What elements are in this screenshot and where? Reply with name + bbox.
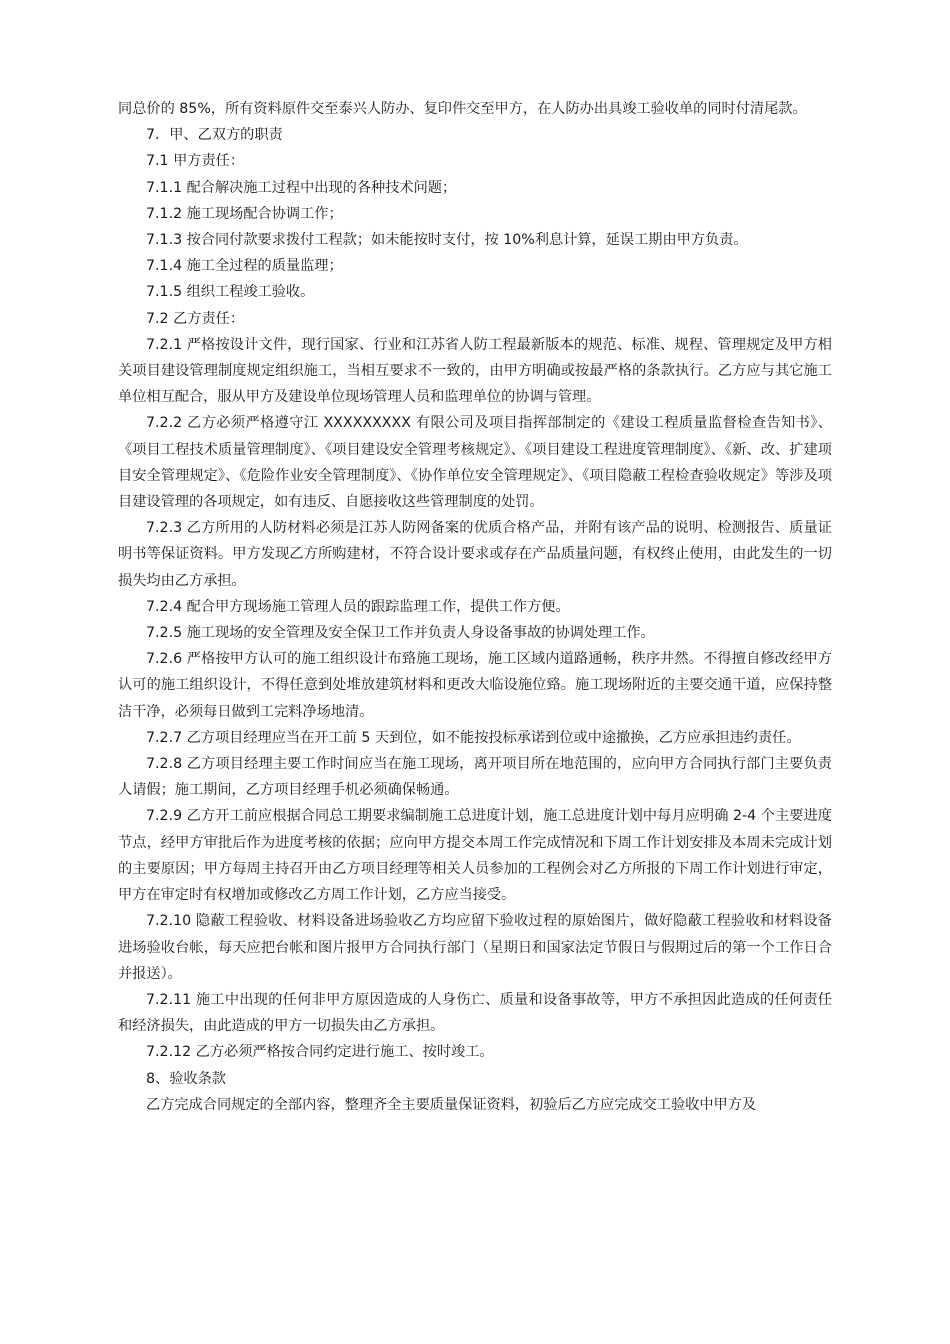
clause-7-2-5: 7.2.5 施工现场的安全管理及安全保卫工作并负责人身设备事故的协调处理工作。	[146, 625, 655, 642]
clause-7-1-5: 7.1.5 组织工程竣工验收。	[146, 284, 315, 301]
clause-7-2-1: 7.2.1 严格按设计文件，现行国家、行业和江苏省人防工程最新版本的规范、标准、规程、管理规定及甲方相关项目建设管理制度规定组织施工，当相互要求不一致的，由甲方明确或按最严格的条款执行。乙方应与其它施工单位相互配合，服从甲方及建设单位现场管理人员和监理单位的协调与管理。	[118, 336, 832, 406]
heading-section-7: 7．甲、乙双方的职责	[146, 127, 283, 144]
clause-7-2-6: 7.2.6 严格按甲方认可的施工组织设计布臵施工现场，施工区域内道路通畅，秩序井然。不得擅自修改经甲方认可的施工组织设计，不得任意到处堆放建筑材料和更改大临设施位臵。施工现场附近的主要交通干道，应保持整洁干净，必须每日做到工完料净场地清。	[118, 651, 832, 720]
clause-7-2-2: 7.2.2 乙方必须严格遵守江 XXXXXXXXX 有限公司及项目指挥部制定的《建设工程质量监督检查告知书》、《项目工程技术质量管理制度》、《项目建设安全管理考核规定》、《项目建设工程进度管理制度》、《新、改、扩建项目安全管理规定》、《危险作业安全管理制度》、《协作单位安全管理规定》、《项目隐蔽工程检查验收规定》等涉及项目建设管理的各项规定，如有违反、自愿接收这些管理制度的处罚。	[118, 415, 832, 511]
clause-7-2-3: 7.2.3 乙方所用的人防材料必须是江苏人防网备案的优质合格产品，并附有该产品的说明、检测报告、质量证明书等保证资料。甲方发现乙方所购建材，不符合设计要求或存在产品质量问题，有权终止使用，由此发生的一切损失均由乙方承担。	[118, 520, 832, 589]
clause-7-2-10: 7.2.10 隐蔽工程验收、材料设备进场验收乙方均应留下验收过程的原始图片，做好隐蔽工程验收和材料设备进场验收台帐，每天应把台帐和图片报甲方合同执行部门（星期日和国家法定节假日与假期过后的第一个工作日合并报送）。	[118, 913, 832, 982]
clause-7-1-1: 7.1.1 配合解决施工过程中出现的各种技术问题；	[146, 179, 457, 196]
clause-7-2-4: 7.2.4 配合甲方现场施工管理人员的跟踪监理工作，提供工作方便。	[146, 598, 570, 615]
heading-7-1: 7.1 甲方责任：	[146, 153, 245, 170]
paragraph-acceptance: 乙方完成合同规定的全部内容，整理齐全主要质量保证资料，初验后乙方应完成交工验收中甲方及	[146, 1096, 757, 1113]
heading-section-8: 8、验收条款	[146, 1070, 226, 1087]
paragraph-payment-final: 同总价的 85%，所有资料原件交至泰兴人防办、复印件交至甲方，在人防办出具竣工验收单的同时付清尾款。	[118, 101, 807, 117]
clause-7-2-8: 7.2.8 乙方项目经理主要工作时间应当在施工现场，离开项目所在地范围的，应向甲方合同执行部门主要负责人请假；施工期间，乙方项目经理手机必须确保畅通。	[118, 756, 832, 799]
clause-7-2-12: 7.2.12 乙方必须严格按合同约定进行施工、按时竣工。	[146, 1044, 494, 1061]
clause-7-1-2: 7.1.2 施工现场配合协调工作；	[146, 205, 343, 222]
clause-7-2-9: 7.2.9 乙方开工前应根据合同总工期要求编制施工总进度计划，施工总进度计划中每月应明确 2-4 个主要进度节点，经甲方审批后作为进度考核的依据；应向甲方提交本周工作完成情况和下周工作计划安排及本周未完成计划的主要原因；甲方每周主持召开由乙方项目经理等相关人员参加的工程例会对乙方所报的下周工作计划进行审定，甲方在审定时有权增加或修改乙方周工作计划，乙方应当接受。	[118, 808, 832, 904]
clause-7-1-3: 7.1.3 按合同付款要求拨付工程款；如未能按时支付，按 10%利息计算，延误工期由甲方负责。	[146, 232, 748, 249]
clause-7-1-4: 7.1.4 施工全过程的质量监理；	[146, 258, 343, 275]
heading-7-2: 7.2 乙方责任：	[146, 310, 245, 327]
document-page	[118, 96, 832, 1118]
clause-7-2-7: 7.2.7 乙方项目经理应当在开工前 5 天到位，如不能按投标承诺到位或中途撤换，乙方应承担违约责任。	[146, 729, 801, 746]
clause-7-2-11: 7.2.11 施工中出现的任何非甲方原因造成的人身伤亡、质量和设备事故等，甲方不承担因此造成的任何责任和经济损失，由此造成的甲方一切损失由乙方承担。	[118, 991, 832, 1035]
